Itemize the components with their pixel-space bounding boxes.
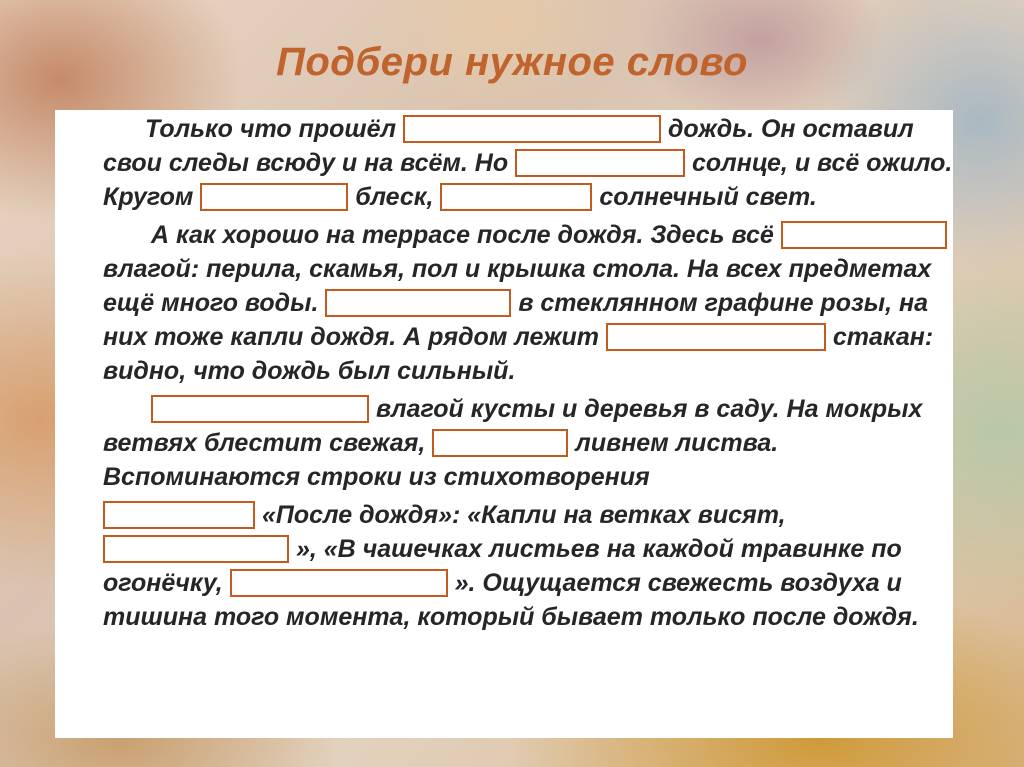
paragraph-3 [103,392,953,494]
text-segment: солнце, и всё ожило. Кругом [103,149,953,211]
answer-blank[interactable] [103,501,255,529]
text-segment: А как хорошо на террасе после дождя. Здесь всё [151,221,774,249]
answer-blank[interactable] [151,395,369,423]
text-segment: блеск, [355,183,434,211]
answer-blank[interactable] [781,221,947,249]
text-segment: влагой: перила, скамья, пол и крышка стола. На всех предметах ещё много воды. [103,255,932,317]
slide-title: Подбери нужное слово [276,40,748,84]
answer-blank[interactable] [403,115,661,143]
text-segment: в стеклянном графине розы, на них тоже капли дождя. А рядом лежит [103,289,928,351]
text-segment: «После дождя»: «Капли на ветках висят, [261,501,786,529]
answer-blank[interactable] [606,323,826,351]
answer-blank[interactable] [103,535,289,563]
exercise-text [103,112,953,638]
paragraph-2 [103,218,953,388]
text-segment: ». Ощущается свежесть воздуха и тишина того момента, который бывает только после дождя. [103,569,919,631]
text-segment: солнечный свет. [599,183,817,211]
answer-blank[interactable] [440,183,592,211]
answer-blank[interactable] [230,569,448,597]
paragraph-1 [103,112,953,214]
text-segment: », «В чашечках листьев на каждой травинке по огонёчку, [103,535,902,597]
paragraph-4 [103,498,953,634]
text-segment: дождь. Он оставил свои следы всюду и на всём. Но [103,115,914,177]
text-segment: ливнем листва. Вспоминаются строки из стихотворения [103,429,779,491]
text-segment: влагой кусты и деревья в саду. На мокрых ветвях блестит свежая, [103,395,923,457]
text-segment: Только что прошёл [145,115,397,143]
answer-blank[interactable] [515,149,685,177]
answer-blank[interactable] [432,429,568,457]
answer-blank[interactable] [325,289,511,317]
text-segment: стакан: видно, что дождь был сильный. [103,323,934,385]
answer-blank[interactable] [200,183,348,211]
